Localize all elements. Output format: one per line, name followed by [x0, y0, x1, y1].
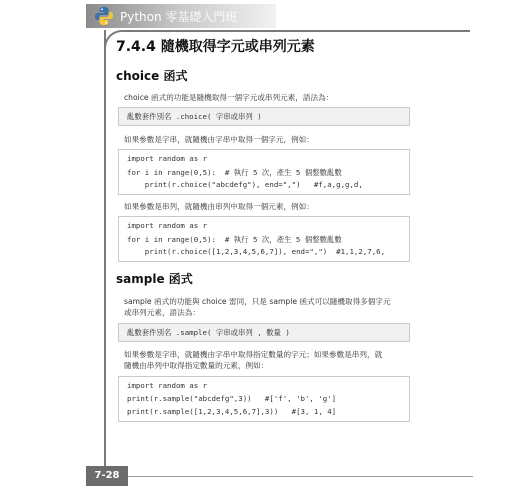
sample-heading: sample 函式 — [116, 272, 193, 286]
code-line: import random as r — [127, 381, 208, 390]
sample-intro-2: 或串列元素，語法為： — [124, 308, 200, 317]
choice-intro: choice 函式的功能是隨機取得一個字元或串列元素，語法為： — [124, 93, 334, 102]
choice-string-para: 如果參數是字串，就隨機由字串中取得一個字元，例如： — [124, 135, 314, 144]
frame-left-rule — [104, 30, 106, 470]
code-line: import random as r — [127, 154, 208, 163]
code-line: print(r.choice([1,2,3,4,5,6,7]), end=",") #1,1,2,7,6, — [127, 247, 386, 256]
page-number-tab — [86, 466, 128, 486]
sample-para-2: 隨機由串列中取得指定數量的元素，例如： — [124, 361, 269, 370]
choice-list-para: 如果參數是串列，就隨機由串列中取得一個元素，例如： — [124, 202, 314, 211]
code-line: for i in range(0,5): # 執行 5 次，產生 5 個整數亂數 — [127, 168, 342, 177]
frame-top-line — [140, 30, 470, 32]
sample-syntax-box — [118, 323, 410, 342]
sample-intro-1: sample 函式的功能與 choice 雷同，只是 sample 函式可以隨機取得多個字元 — [124, 297, 391, 306]
page-number: 7-28 — [94, 470, 120, 481]
choice-string-code — [118, 149, 410, 195]
code-line: for i in range(0,5): # 執行 5 次，產生 5 個整數亂數 — [127, 235, 342, 244]
sample-para-1: 如果參數是字串，就隨機由字串中取得指定數量的字元；如果參數是串列，就 — [124, 350, 383, 359]
page-header — [86, 4, 276, 28]
choice-heading: choice 函式 — [116, 69, 188, 83]
code-line: print(r.choice("abcdefg"), end=",") #f,a,g,g,d, — [127, 180, 363, 189]
choice-list-code — [118, 216, 410, 262]
code-line: import random as r — [127, 221, 208, 230]
choice-syntax: 亂數套件別名 .choice( 字串或串列 ) — [127, 112, 262, 121]
sample-code — [118, 376, 410, 422]
section-title: 7.4.4 隨機取得字元或串列元素 — [116, 39, 315, 55]
book-title: Python 零基礎入門班 — [120, 10, 238, 24]
choice-syntax-box — [118, 107, 410, 126]
python-logo-icon — [94, 6, 114, 26]
footer-rule — [128, 476, 473, 477]
code-line: print(r.sample("abcdefg",3)) #['f', 'b', 'g'] — [127, 394, 337, 403]
code-line: print(r.sample([1,2,3,4,5,6,7],3)) #[3, 1, 4] — [127, 407, 337, 416]
sample-syntax: 亂數套件別名 .sample( 字串或串列 , 數量 ) — [127, 328, 290, 337]
